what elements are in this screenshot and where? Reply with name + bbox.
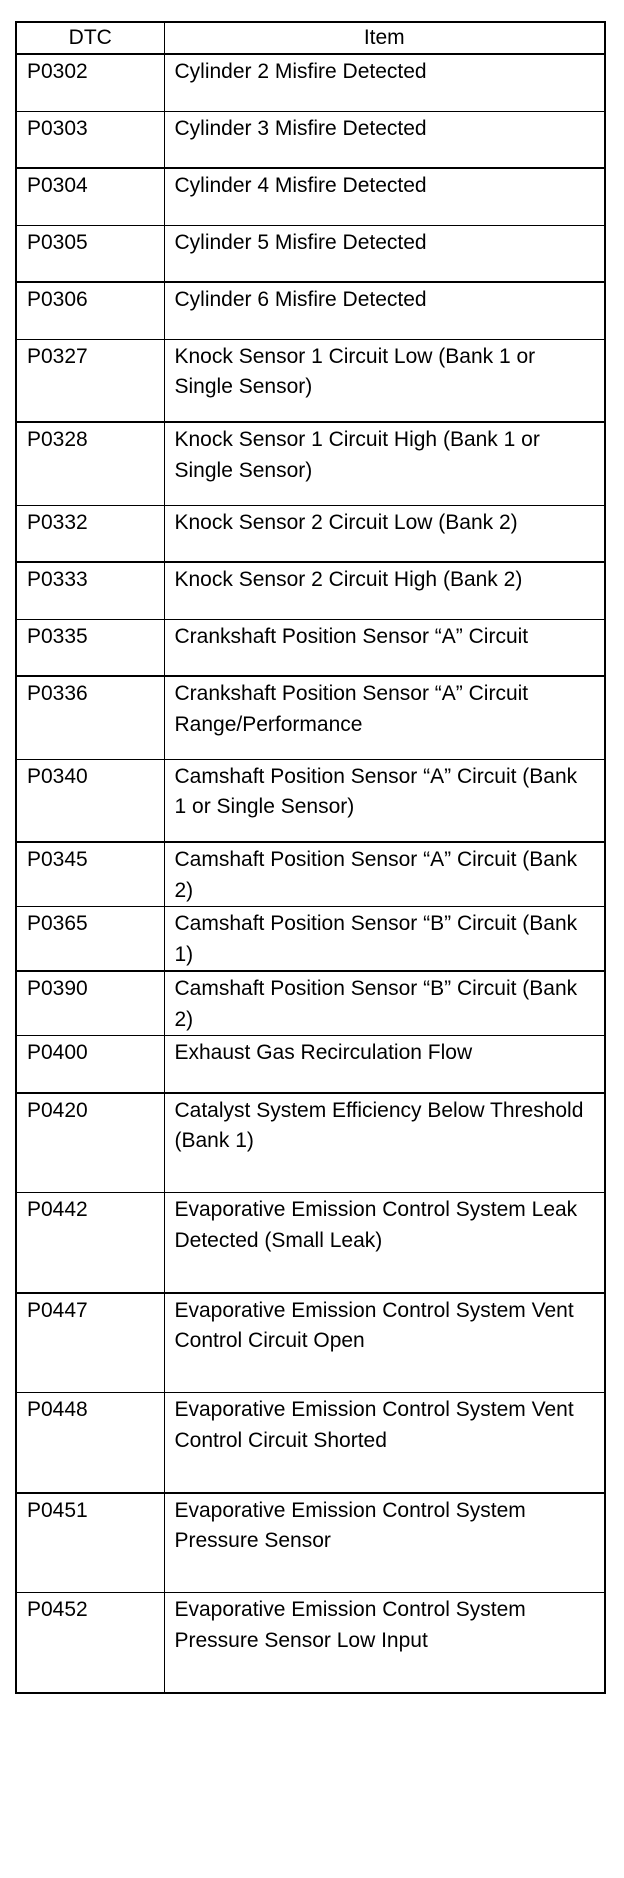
dtc-cell: P0451 xyxy=(16,1493,164,1593)
table-row xyxy=(16,1036,605,1093)
dtc-cell: P0332 xyxy=(16,505,164,562)
table-row xyxy=(16,1093,605,1193)
table-row xyxy=(16,1393,605,1493)
table-row xyxy=(16,1193,605,1293)
table-row xyxy=(16,1593,605,1693)
item-cell: Evaporative Emission Control System Vent Control Circuit Shorted xyxy=(164,1393,605,1493)
item-cell: Camshaft Position Sensor “A” Circuit (Bank 1 or Single Sensor) xyxy=(164,759,605,842)
item-cell: Evaporative Emission Control System Vent Control Circuit Open xyxy=(164,1293,605,1393)
table-row xyxy=(16,282,605,339)
item-cell: Evaporative Emission Control System Pressure Sensor xyxy=(164,1493,605,1593)
item-cell: Crankshaft Position Sensor “A” Circuit Range/Performance xyxy=(164,676,605,759)
dtc-cell: P0328 xyxy=(16,422,164,505)
item-cell: Cylinder 2 Misfire Detected xyxy=(164,54,605,111)
table-row xyxy=(16,1293,605,1393)
table-row xyxy=(16,971,605,1035)
table-row xyxy=(16,842,605,906)
table-row xyxy=(16,54,605,111)
dtc-cell: P0452 xyxy=(16,1593,164,1693)
dtc-cell: P0306 xyxy=(16,282,164,339)
dtc-table xyxy=(15,21,606,1694)
item-cell: Cylinder 3 Misfire Detected xyxy=(164,111,605,168)
item-cell: Knock Sensor 2 Circuit High (Bank 2) xyxy=(164,562,605,619)
dtc-cell: P0335 xyxy=(16,619,164,676)
table-row xyxy=(16,339,605,422)
dtc-cell: P0442 xyxy=(16,1193,164,1293)
item-cell: Evaporative Emission Control System Pressure Sensor Low Input xyxy=(164,1593,605,1693)
table-row xyxy=(16,907,605,971)
dtc-cell: P0365 xyxy=(16,907,164,971)
table-row xyxy=(16,111,605,168)
item-cell: Cylinder 4 Misfire Detected xyxy=(164,168,605,225)
item-cell: Crankshaft Position Sensor “A” Circuit xyxy=(164,619,605,676)
dtc-cell: P0390 xyxy=(16,971,164,1035)
table-row xyxy=(16,562,605,619)
table-body xyxy=(16,54,605,1692)
dtc-cell: P0345 xyxy=(16,842,164,906)
item-cell: Camshaft Position Sensor “B” Circuit (Bank 2) xyxy=(164,971,605,1035)
header-item: Item xyxy=(164,22,605,54)
item-cell: Cylinder 6 Misfire Detected xyxy=(164,282,605,339)
dtc-cell: P0305 xyxy=(16,225,164,282)
dtc-cell: P0340 xyxy=(16,759,164,842)
item-cell: Cylinder 5 Misfire Detected xyxy=(164,225,605,282)
dtc-cell: P0302 xyxy=(16,54,164,111)
item-cell: Evaporative Emission Control System Leak Detected (Small Leak) xyxy=(164,1193,605,1293)
dtc-cell: P0336 xyxy=(16,676,164,759)
header-row xyxy=(16,22,605,54)
item-cell: Camshaft Position Sensor “B” Circuit (Bank 1) xyxy=(164,907,605,971)
table-row xyxy=(16,225,605,282)
table-row xyxy=(16,168,605,225)
item-cell: Catalyst System Efficiency Below Threshold (Bank 1) xyxy=(164,1093,605,1193)
item-cell: Knock Sensor 1 Circuit High (Bank 1 or Single Sensor) xyxy=(164,422,605,505)
dtc-cell: P0303 xyxy=(16,111,164,168)
table-row xyxy=(16,505,605,562)
item-cell: Exhaust Gas Recirculation Flow xyxy=(164,1036,605,1093)
dtc-cell: P0448 xyxy=(16,1393,164,1493)
dtc-cell: P0420 xyxy=(16,1093,164,1193)
dtc-cell: P0304 xyxy=(16,168,164,225)
dtc-cell: P0327 xyxy=(16,339,164,422)
item-cell: Camshaft Position Sensor “A” Circuit (Bank 2) xyxy=(164,842,605,906)
item-cell: Knock Sensor 2 Circuit Low (Bank 2) xyxy=(164,505,605,562)
item-cell: Knock Sensor 1 Circuit Low (Bank 1 or Single Sensor) xyxy=(164,339,605,422)
table-row xyxy=(16,1493,605,1593)
table-row xyxy=(16,759,605,842)
table-row xyxy=(16,422,605,505)
table-row xyxy=(16,676,605,759)
dtc-cell: P0447 xyxy=(16,1293,164,1393)
dtc-cell: P0400 xyxy=(16,1036,164,1093)
table-row xyxy=(16,619,605,676)
header-dtc: DTC xyxy=(16,22,164,54)
dtc-cell: P0333 xyxy=(16,562,164,619)
